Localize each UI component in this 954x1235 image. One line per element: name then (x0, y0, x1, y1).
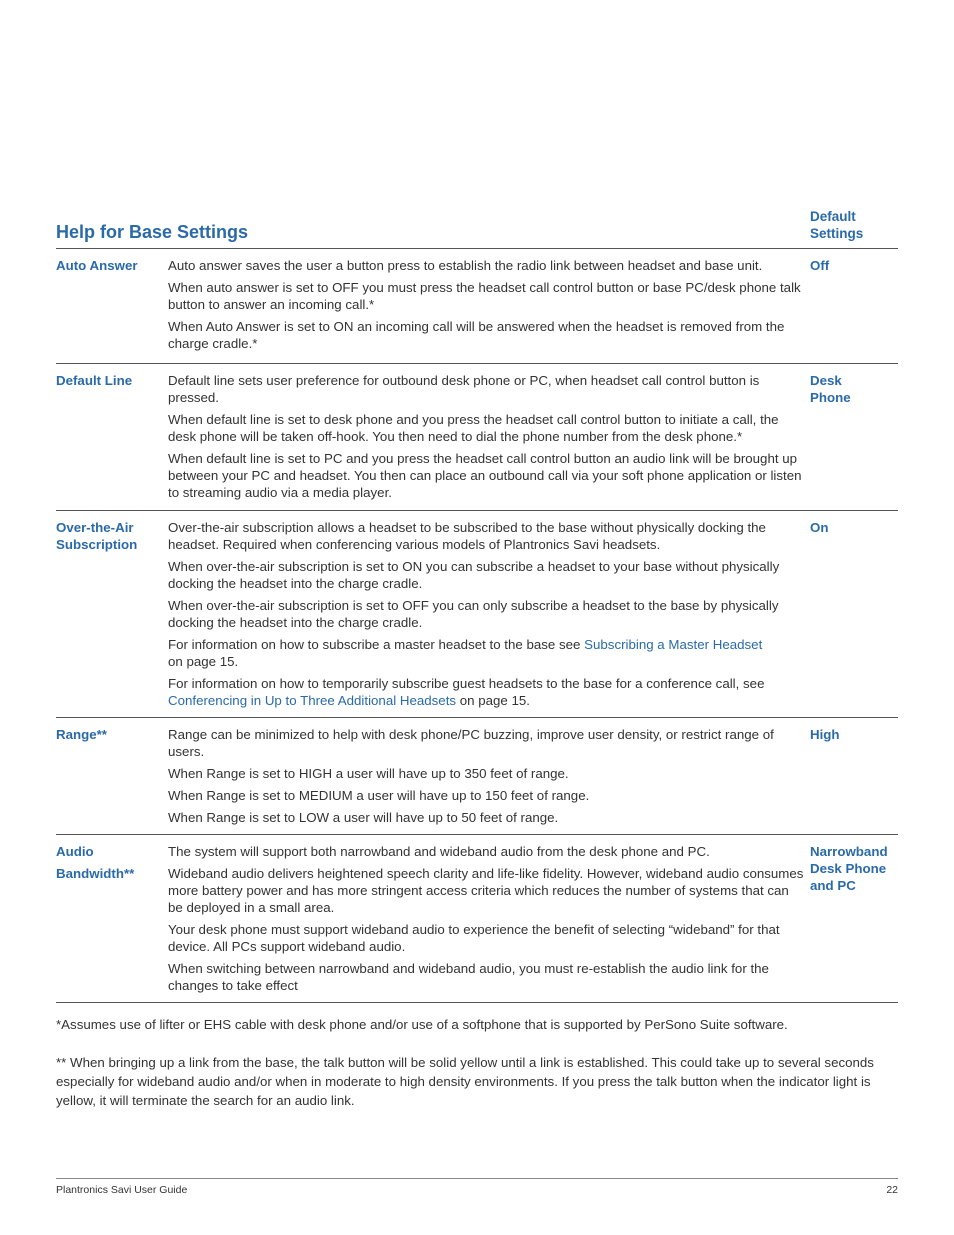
setting-label: Auto Answer (56, 258, 138, 273)
setting-label (56, 519, 161, 553)
default-line1: Desk (810, 373, 842, 388)
description-paragraph: Wideband audio delivers heightened speech clarity and life-like fidelity. However, wideband audio consumes more battery power and has more stringent access criteria which reduces the number of systems that can be deployed in a small area. (168, 866, 804, 915)
description-paragraph (168, 636, 804, 670)
setting-label (56, 843, 161, 882)
section-title: Help for Base Settings (56, 222, 249, 242)
setting-label: Default Line (56, 373, 133, 388)
default-line1: Narrowband (810, 844, 888, 859)
footer-doc-title: Plantronics Savi User Guide (56, 1184, 188, 1196)
setting-description (168, 257, 804, 357)
footnote-double-asterisk: ** When bringing up a link from the base, the talk button will be solid yellow until a link is established. This could take up to several seconds especially for wideband audio and/or when in moderate to high density environments. If you press the talk button when the indicator light is yellow, it will terminate the search for an audio link. (56, 1055, 874, 1108)
description-paragraph: Default line sets user preference for outbound desk phone or PC, when headset call control button is pressed. (168, 373, 760, 405)
info-text: on page 15. (168, 654, 239, 669)
description-paragraph: When Range is set to LOW a user will have up to 50 feet of range. (168, 810, 559, 825)
setting-description (168, 843, 804, 999)
description-paragraph (168, 675, 804, 709)
conferencing-headsets-link[interactable]: Conferencing in Up to Three Additional Headsets (168, 693, 457, 708)
label-line1: Over-the-Air (56, 520, 134, 535)
description-paragraph: Over-the-air subscription allows a headset to be subscribed to the base without physically docking the headset. Required when conferencing various models of Plantronics Savi headsets. (168, 520, 766, 552)
label-line2: Subscription (56, 537, 138, 552)
row-divider (56, 363, 898, 364)
description-paragraph: When Range is set to HIGH a user will have up to 350 feet of range. (168, 766, 569, 781)
table-bottom-rule (56, 1002, 898, 1003)
setting-default-value (810, 372, 898, 406)
default-header-line2: Settings (810, 226, 864, 241)
default-line2: Desk Phone (810, 861, 887, 876)
default-line2: Phone (810, 390, 851, 405)
row-divider (56, 834, 898, 835)
default-line3: and PC (810, 878, 856, 893)
label-line1: Audio (56, 844, 94, 859)
description-paragraph: When over-the-air subscription is set to OFF you can only subscribe a headset to the base by physically docking the headset into the charge cradle. (168, 598, 779, 630)
description-paragraph: The system will support both narrowband and wideband audio from the desk phone and PC. (168, 844, 710, 859)
setting-default-value: High (810, 727, 840, 742)
default-settings-header (810, 208, 898, 242)
description-paragraph: Your desk phone must support wideband audio to experience the benefit of selecting “wideband” for that device. All PCs support wideband audio. (168, 922, 780, 954)
footnote-single-asterisk: *Assumes use of lifter or EHS cable with desk phone and/or use of a softphone that is supported by PerSono Suite software. (56, 1017, 788, 1032)
description-paragraph: When default line is set to desk phone and you press the headset call control button to initiate a call, the desk phone will be taken off-hook. You then need to dial the phone number from the desk phone.* (168, 412, 779, 444)
description-paragraph: Range can be minimized to help with desk phone/PC buzzing, improve user density, or restrict range of users. (168, 727, 774, 759)
setting-default-value: Off (810, 258, 830, 273)
description-paragraph: Auto answer saves the user a button press to establish the radio link between headset and base unit. (168, 258, 763, 273)
setting-default-value (810, 843, 898, 894)
description-paragraph: When default line is set to PC and you press the headset call control button an audio link will be brought up between your PC and headset. You then can place an outbound call via your soft phone application or listen to streaming audio via a media player. (168, 451, 802, 500)
setting-default-value: On (810, 520, 829, 535)
row-divider (56, 717, 898, 718)
setting-description (168, 519, 804, 714)
info-text: on page 15. (456, 693, 530, 708)
setting-description (168, 726, 804, 831)
page-number: 22 (886, 1184, 898, 1196)
subscribing-master-headset-link[interactable]: Subscribing a Master Headset (584, 637, 763, 652)
description-paragraph: When auto answer is set to OFF you must press the headset call control button or base PC/desk phone talk button to answer an incoming call.* (168, 280, 801, 312)
setting-description (168, 372, 804, 506)
info-text: For information on how to subscribe a master headset to the base see (168, 637, 585, 652)
description-paragraph: When over-the-air subscription is set to ON you can subscribe a headset to your base without physically docking the headset into the charge cradle. (168, 559, 780, 591)
header-rule (56, 248, 898, 249)
label-line2: Bandwidth** (56, 866, 135, 881)
description-paragraph: When switching between narrowband and wideband audio, you must re-establish the audio link for the changes to take effect (168, 961, 769, 993)
row-divider (56, 510, 898, 511)
description-paragraph: When Range is set to MEDIUM a user will have up to 150 feet of range. (168, 788, 590, 803)
default-header-line1: Default (810, 209, 856, 224)
info-text: For information on how to temporarily subscribe guest headsets to the base for a conference call, see (168, 676, 765, 691)
setting-label: Range** (56, 727, 107, 742)
description-paragraph: When Auto Answer is set to ON an incoming call will be answered when the headset is removed from the charge cradle.* (168, 319, 785, 351)
footer-rule (56, 1178, 898, 1179)
